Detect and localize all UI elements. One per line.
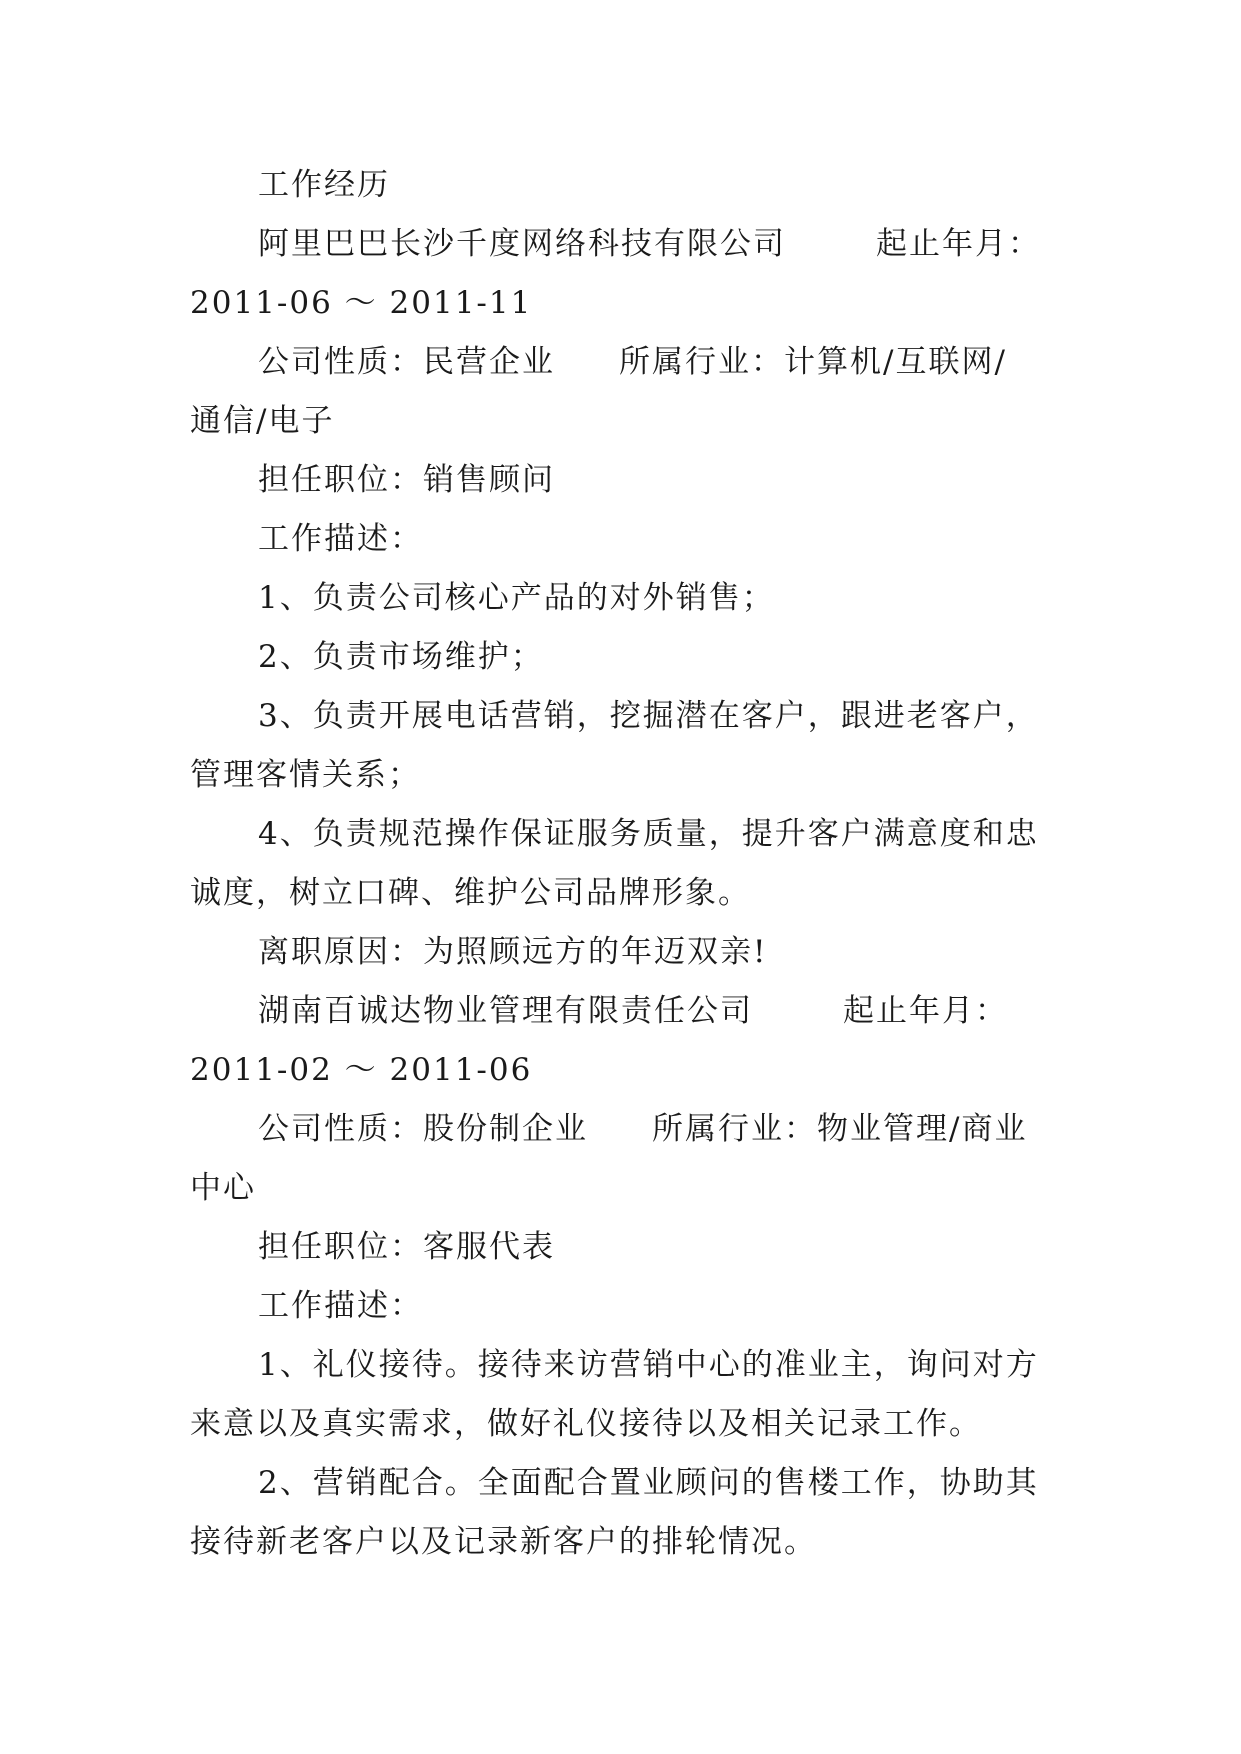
job2-position-line (190, 1218, 1052, 1277)
job1-desc-3a: 3、负责开展电话营销，挖掘潜在客户，跟进老客户， (258, 698, 1039, 734)
job2-position: 客服代表 (423, 1229, 555, 1265)
job2-nature: 股份制企业 (423, 1111, 588, 1147)
job1-position-line (190, 451, 1052, 510)
job2-industry: 物业管理/商业 (817, 1111, 1028, 1147)
job1-industry-label: 所属行业： (619, 344, 784, 380)
job1-desc-3b: 管理客情关系； (190, 757, 421, 793)
job2-position-label: 担任职位： (258, 1229, 423, 1265)
job2-desc-2a: 2、营销配合。全面配合置业顾问的售楼工作，协助其 (258, 1465, 1039, 1501)
job1-period: 2011-06 ～ 2011-11 (190, 285, 533, 321)
job2-industry-label: 所属行业： (652, 1111, 817, 1147)
job1-period-label: 起止年月： (876, 226, 1041, 262)
job1-desc-4a: 4、负责规范操作保证服务质量，提升客户满意度和忠 (258, 816, 1039, 852)
job1-desc-4b: 诚度，树立口碑、维护公司品牌形象。 (190, 875, 751, 911)
job1-nature-label: 公司性质： (258, 344, 423, 380)
job2-desc-label: 工作描述： (258, 1288, 423, 1324)
job1-leave-line (190, 923, 1052, 982)
job2-industry-cont: 中心 (190, 1170, 256, 1206)
job2-nature-line (190, 1100, 1052, 1159)
job1-desc-1: 1、负责公司核心产品的对外销售； (258, 580, 775, 616)
job1-industry-cont: 通信/电子 (190, 403, 335, 439)
job1-company-line (190, 215, 1052, 274)
job1-nature: 民营企业 (423, 344, 555, 380)
job2-desc-1a: 1、礼仪接待。接待来访营销中心的准业主，询问对方 (258, 1347, 1039, 1383)
job1-nature-line (190, 333, 1052, 392)
job1-industry: 计算机/互联网/ (784, 344, 1007, 380)
job1-desc-2: 2、负责市场维护； (258, 639, 544, 675)
job2-desc-1b: 来意以及真实需求，做好礼仪接待以及相关记录工作。 (190, 1406, 982, 1442)
job1-position-label: 担任职位： (258, 462, 423, 498)
job2-company: 湖南百诚达物业管理有限责任公司 (258, 993, 753, 1029)
job1-position: 销售顾问 (423, 462, 555, 498)
job2-company-line (190, 982, 1052, 1041)
section-title: 工作经历 (258, 167, 390, 203)
job2-period: 2011-02 ～ 2011-06 (190, 1052, 533, 1088)
job2-nature-label: 公司性质： (258, 1111, 423, 1147)
job1-leave-reason: 为照顾远方的年迈双亲! (423, 934, 768, 970)
job1-leave-label: 离职原因： (258, 934, 423, 970)
job2-period-label: 起止年月： (843, 993, 1008, 1029)
job1-desc-label: 工作描述： (258, 521, 423, 557)
job2-desc-2b: 接待新老客户以及记录新客户的排轮情况。 (190, 1524, 817, 1560)
document-page (190, 156, 1052, 1572)
job1-company: 阿里巴巴长沙千度网络科技有限公司 (258, 226, 786, 262)
